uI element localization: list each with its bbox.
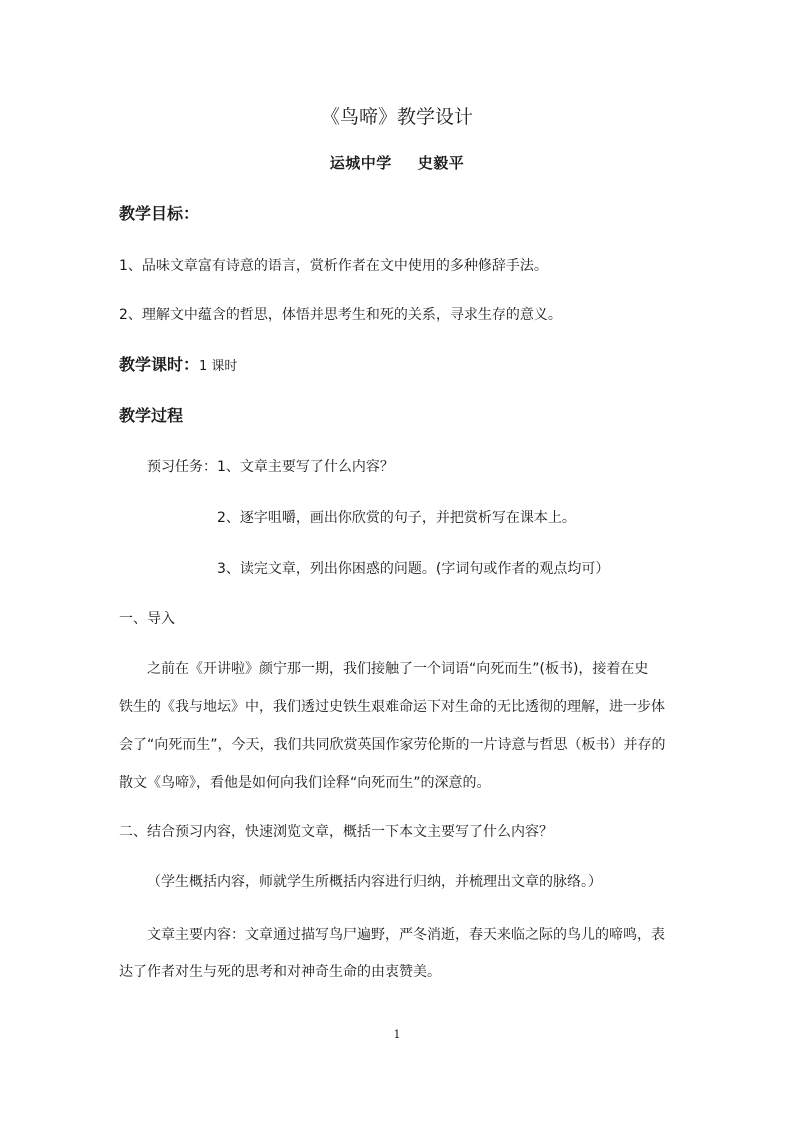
section-1-paragraph-line-4: 散文《鸟啼》，看他是如何向我们诠释“向死而生”的深意的。 bbox=[119, 775, 491, 791]
hours-line bbox=[119, 354, 237, 378]
section-1-paragraph-line-2: 铁生的《我与地坛》中，我们透过史铁生艰难命运下对生命的无比透彻的理解，进一步体 bbox=[119, 699, 665, 715]
preview-task-2: 2、逐字咀嚼，画出你欣赏的句子，并把赏析写在课本上。 bbox=[217, 510, 576, 526]
section-1-paragraph-line-1: 之前在《开讲啦》颜宁那一期，我们接触了一个词语“向死而生”(板书)，接着在史 bbox=[147, 661, 649, 677]
section-2-summary-line-1: 文章主要内容：文章通过描写鸟尸遍野，严冬消逝，春天来临之际的鸟儿的啼鸣，表 bbox=[147, 927, 665, 943]
hours-value: 1 课时 bbox=[199, 359, 238, 374]
preview-task-1: 预习任务：1、文章主要写了什么内容？ bbox=[147, 459, 394, 475]
objectives-heading: 教学目标： bbox=[119, 204, 200, 223]
section-2-summary-line-2: 达了作者对生与死的思考和对神奇生命的由衷赞美。 bbox=[119, 964, 441, 980]
hours-heading: 教学课时： bbox=[119, 355, 200, 374]
preview-task-3: 3、读完文章，列出你困惑的问题。(字词句或作者的观点均可） bbox=[217, 561, 610, 577]
author-name: 史毅平 bbox=[417, 154, 465, 172]
objective-item-1: 1、品味文章富有诗意的语言，赏析作者在文中使用的多种修辞手法。 bbox=[119, 258, 548, 274]
process-heading: 教学过程 bbox=[119, 406, 184, 425]
section-1-paragraph-line-3: 会了“向死而生”，今天，我们共同欣赏英国作家劳伦斯的一片诗意与哲思（板书）并存的 bbox=[119, 737, 666, 753]
objective-item-2: 2、理解文中蕴含的哲思，体悟并思考生和死的关系，寻求生存的意义。 bbox=[119, 307, 562, 323]
section-2-note: （学生概括内容，师就学生所概括内容进行归纳，并梳理出文章的脉络。） bbox=[147, 874, 602, 890]
author-line bbox=[0, 153, 794, 173]
page-number: 1 bbox=[393, 1028, 401, 1041]
author-school: 运城中学 bbox=[329, 154, 392, 172]
section-1-heading: 一、导入 bbox=[119, 611, 175, 627]
document-title: 《鸟啼》教学设计 bbox=[320, 106, 473, 128]
section-2-heading: 二、结合预习内容，快速浏览文章，概括一下本文主要写了什么内容？ bbox=[119, 824, 553, 840]
